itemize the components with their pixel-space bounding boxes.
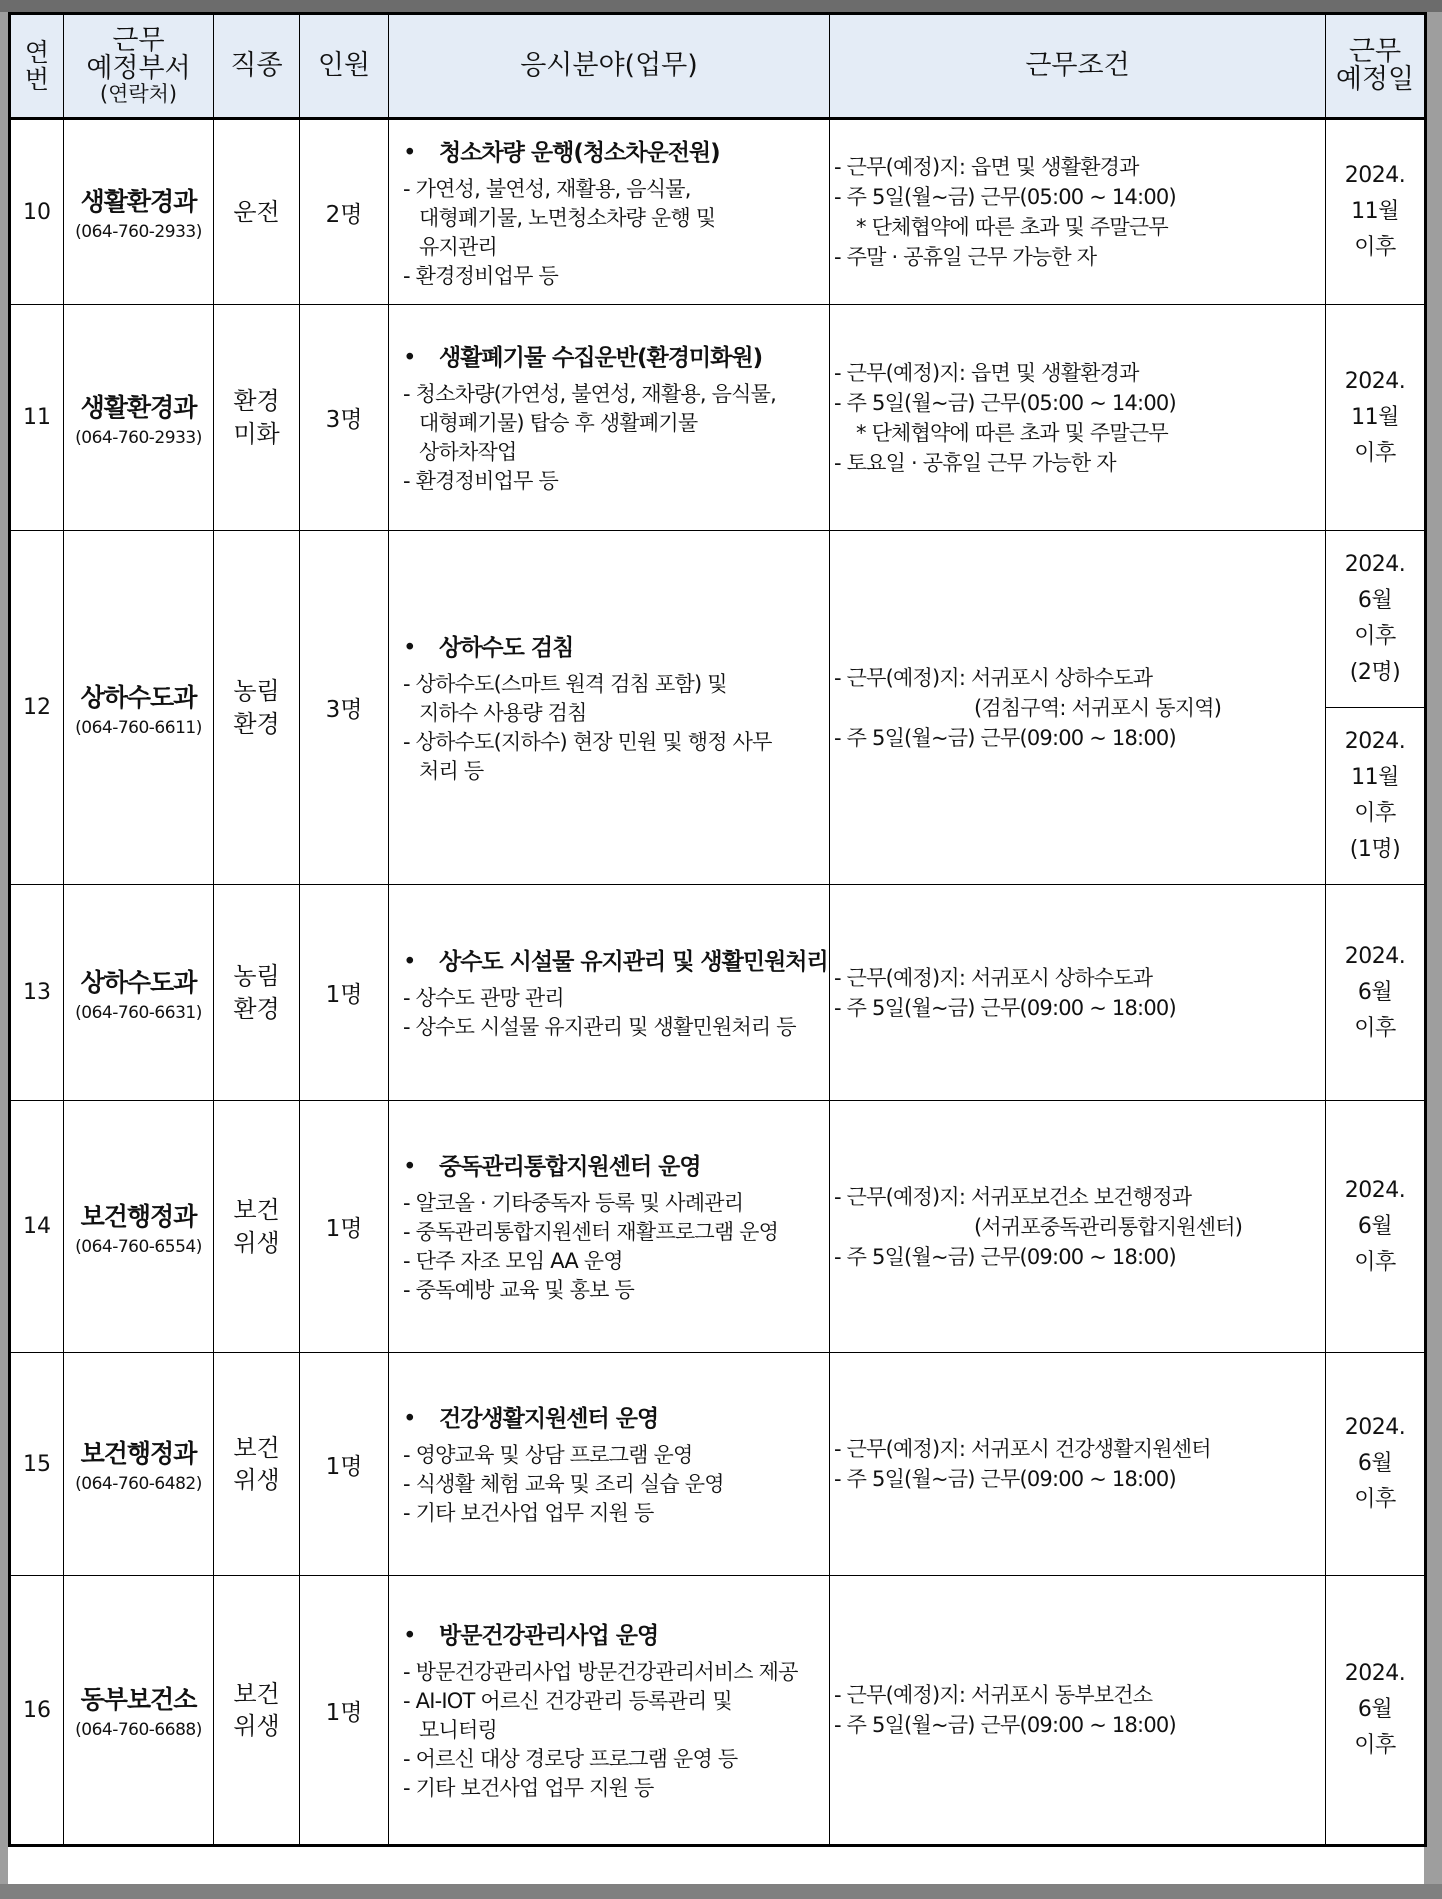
duty-line: - 알코올 · 기타중독자 등록 및 사례관리 [403, 1191, 744, 1215]
recruitment-table [8, 12, 1427, 1847]
duty-title-text: 상수도 시설물 유지관리 및 생활민원처리 [439, 949, 828, 975]
header-dept-sub: (연락처) [99, 82, 178, 107]
start-date-line: 2024. [1344, 1415, 1406, 1440]
headcount: 1명 [300, 1576, 389, 1846]
duty-title [403, 1400, 825, 1433]
bullet-icon: • [403, 635, 416, 661]
header-count: 인원 [300, 14, 389, 119]
department-name: 보건행정과 [80, 1439, 197, 1468]
start-date-line: 2024. [1344, 943, 1406, 969]
table-row [10, 119, 1426, 305]
start-date-line: 2024. [1344, 552, 1406, 577]
duty-line: - 기타 보건사업 업무 지원 등 [403, 1501, 654, 1525]
start-date-line: 이후 [1354, 1487, 1396, 1512]
bullet-icon: • [403, 1406, 416, 1432]
duty-cell [389, 119, 830, 305]
table-row [10, 1353, 1426, 1576]
duty-line: - 식생활 체험 교육 및 조리 실습 운영 [403, 1472, 724, 1496]
headcount: 1명 [300, 1101, 389, 1353]
viewer-top-bar [0, 0, 1442, 12]
start-date-line: 6월 [1357, 588, 1393, 613]
department-name: 생활환경과 [80, 392, 197, 422]
job-type-line: 미화 [233, 419, 280, 448]
header-date [1326, 14, 1426, 119]
condition-line: - 근무(예정)지: 서귀포시 상하수도과 [834, 965, 1153, 990]
table-header-row [10, 14, 1426, 119]
job-type-cell [214, 531, 300, 885]
department-phone: (064-760-6611) [75, 717, 202, 738]
duty-title-text: 청소차량 운행(청소차운전원) [439, 139, 720, 166]
start-date-cell [1326, 1576, 1426, 1846]
row-number: 10 [10, 119, 64, 305]
row-number: 11 [10, 305, 64, 531]
department-name: 상하수도과 [80, 967, 197, 997]
conditions-cell [830, 119, 1326, 305]
condition-line: - 근무(예정)지: 서귀포보건소 보건행정과 [834, 1184, 1192, 1209]
duty-line: - 중독예방 교육 및 홍보 등 [403, 1278, 635, 1302]
condition-line: - 근무(예정)지: 읍면 및 생활환경과 [834, 155, 1139, 179]
headcount: 2명 [300, 119, 389, 305]
header-conditions: 근무조건 [830, 14, 1326, 119]
duty-line: - 영양교육 및 상담 프로그램 운영 [403, 1443, 693, 1467]
headcount: 3명 [300, 305, 389, 531]
start-date-cell [1326, 531, 1426, 885]
start-date-line: (1명) [1349, 837, 1401, 862]
duty-line: - 상하수도(스마트 원격 검침 포함) 및 [403, 672, 727, 696]
start-date-line: 이후 [1354, 1249, 1396, 1275]
condition-line: * 단체협약에 따른 초과 및 주말근무 [856, 215, 1168, 239]
conditions-cell [830, 885, 1326, 1101]
header-date-line2: 예정일 [1335, 64, 1415, 95]
job-type-cell [214, 1101, 300, 1353]
document-page [8, 12, 1424, 1892]
condition-line: - 주 5일(월~금) 근무(09:00 ~ 18:00) [834, 1244, 1176, 1269]
duty-line: - 상수도 관망 관리 [403, 986, 564, 1010]
duty-title-text: 상하수도 검침 [439, 635, 574, 661]
duty-title-text: 생활폐기물 수집운반(환경미화원) [439, 345, 763, 371]
duty-title [403, 1148, 825, 1181]
duty-title-text: 방문건강관리사업 운영 [439, 1623, 659, 1649]
start-date-line: 6월 [1357, 979, 1393, 1005]
duty-cell [389, 1353, 830, 1576]
duty-line: - 환경정비업무 등 [403, 469, 558, 493]
conditions-cell [830, 1101, 1326, 1353]
duty-cell [389, 885, 830, 1101]
start-date-line: 이후 [1354, 440, 1396, 466]
department-name: 상하수도과 [80, 682, 197, 712]
department-cell [64, 1101, 214, 1353]
duty-line: - 중독관리통합지원센터 재활프로그램 운영 [403, 1220, 779, 1244]
department-phone: (064-760-2933) [75, 222, 202, 242]
duty-title [403, 339, 825, 372]
department-name: 동부보건소 [80, 1685, 197, 1714]
bullet-icon: • [403, 949, 416, 975]
start-date-cell [1326, 305, 1426, 531]
job-type-line: 위생 [233, 1466, 280, 1494]
table-row [10, 305, 1426, 531]
condition-line: - 토요일 · 공휴일 근무 가능한 자 [834, 450, 1116, 475]
duty-line: 유지관리 [419, 234, 497, 259]
condition-line: (서귀포중독관리통합지원센터) [974, 1214, 1243, 1239]
duty-line: 처리 등 [419, 759, 484, 783]
job-type-line: 농림 [233, 962, 280, 991]
header-dept-line1: 근무 [112, 24, 165, 56]
start-date-cell [1326, 1353, 1426, 1576]
job-type-cell [214, 119, 300, 305]
start-date-line: 이후 [1354, 1015, 1396, 1041]
department-phone: (064-760-2933) [75, 427, 202, 448]
condition-line: - 주 5일(월~금) 근무(09:00 ~ 18:00) [834, 1467, 1176, 1491]
duty-title [403, 134, 825, 167]
department-cell [64, 885, 214, 1101]
table-row [10, 1101, 1426, 1353]
start-date-line: 11월 [1351, 404, 1399, 430]
start-date-cell [1326, 1101, 1426, 1353]
row-number: 14 [10, 1101, 64, 1353]
job-type-line: 위생 [233, 1228, 280, 1257]
job-type-line: 환경 [233, 994, 280, 1023]
conditions-cell [830, 531, 1326, 885]
viewer-bottom-bar [0, 1884, 1442, 1899]
table-row [10, 531, 1426, 885]
condition-line: - 근무(예정)지: 서귀포시 건강생활지원센터 [834, 1437, 1211, 1461]
duty-line: - 환경정비업무 등 [403, 263, 558, 288]
header-duty: 응시분야(업무) [389, 14, 830, 119]
duty-title [403, 943, 828, 976]
table-row [10, 1576, 1426, 1846]
start-date-line: 2024. [1344, 368, 1406, 394]
duty-cell [389, 1576, 830, 1846]
job-type-cell [214, 1353, 300, 1576]
duty-title [403, 1617, 825, 1650]
header-date-line1: 근무 [1348, 35, 1402, 67]
start-date-line: 11월 [1351, 199, 1399, 224]
department-cell [64, 1576, 214, 1846]
conditions-cell [830, 1576, 1326, 1846]
condition-line: - 주 5일(월~금) 근무(09:00 ~ 18:00) [834, 1713, 1176, 1737]
job-type-line: 보건 [233, 1196, 280, 1225]
duty-line: - 가연성, 불연성, 재활용, 음식물, [403, 176, 691, 201]
duty-line: 지하수 사용량 검침 [419, 701, 587, 725]
start-date-line: 11월 [1351, 765, 1399, 790]
row-number: 13 [10, 885, 64, 1101]
headcount: 3명 [300, 531, 389, 885]
duty-line: 대형폐기물) 탑승 후 생활폐기물 [419, 411, 698, 435]
start-date-part [1326, 531, 1424, 707]
duty-line: - 상하수도(지하수) 현장 민원 및 행정 사무 [403, 730, 772, 754]
job-type-cell [214, 1576, 300, 1846]
bullet-icon: • [403, 1623, 416, 1649]
start-date-part [1326, 707, 1424, 884]
start-date-line: 이후 [1354, 1733, 1396, 1758]
job-type-line: 농림 [233, 677, 280, 706]
duty-title [403, 629, 825, 662]
job-type-line: 운전 [233, 197, 280, 226]
department-cell [64, 119, 214, 305]
start-date-line: 6월 [1357, 1213, 1393, 1239]
header-no-char2: 번 [24, 65, 50, 94]
department-cell [64, 531, 214, 885]
duty-line: - 기타 보건사업 업무 지원 등 [403, 1776, 654, 1800]
condition-line: (검침구역: 서귀포시 동지역) [974, 695, 1222, 720]
job-type-line: 보건 [233, 1679, 280, 1708]
department-phone: (064-760-6631) [75, 1002, 202, 1023]
start-date-cell [1326, 885, 1426, 1101]
header-type: 직종 [214, 14, 300, 119]
job-type-cell [214, 305, 300, 531]
bullet-icon: • [403, 345, 416, 371]
job-type-line: 환경 [233, 387, 280, 416]
department-cell [64, 305, 214, 531]
duty-cell [389, 531, 830, 885]
duty-line: - 단주 자조 모임 AA 운영 [403, 1249, 623, 1273]
start-date-split [1326, 531, 1424, 884]
duty-line: - 어르신 대상 경로당 프로그램 운영 등 [403, 1747, 738, 1771]
header-dept [64, 14, 214, 119]
condition-line: - 주 5일(월~금) 근무(09:00 ~ 18:00) [834, 725, 1176, 750]
department-name: 생활환경과 [80, 187, 197, 216]
condition-line: - 주말 · 공휴일 근무 가능한 자 [834, 245, 1097, 269]
row-number: 15 [10, 1353, 64, 1576]
department-name: 보건행정과 [80, 1201, 197, 1231]
department-cell [64, 1353, 214, 1576]
start-date-line: 6월 [1357, 1697, 1393, 1722]
duty-line: - 방문건강관리사업 방문건강관리서비스 제공 [403, 1660, 798, 1684]
condition-line: - 근무(예정)지: 서귀포시 동부보건소 [834, 1683, 1153, 1707]
duty-line: - 상수도 시설물 유지관리 및 생활민원처리 등 [403, 1015, 796, 1039]
bullet-icon: • [403, 139, 416, 166]
start-date-line: 6월 [1357, 1451, 1393, 1476]
header-dept-line2: 예정부서 [86, 52, 191, 84]
condition-line: - 근무(예정)지: 서귀포시 상하수도과 [834, 665, 1153, 690]
department-phone: (064-760-6482) [75, 1474, 202, 1494]
job-type-line: 보건 [233, 1433, 280, 1462]
start-date-cell [1326, 119, 1426, 305]
duty-line: - AI-IOT 어르신 건강관리 등록관리 및 [403, 1689, 732, 1713]
condition-line: - 근무(예정)지: 읍면 및 생활환경과 [834, 360, 1139, 385]
condition-line: - 주 5일(월~금) 근무(09:00 ~ 18:00) [834, 995, 1176, 1020]
duty-line: 모니터링 [419, 1718, 497, 1742]
headcount: 1명 [300, 885, 389, 1101]
duty-line: 상하차작업 [419, 440, 517, 464]
table-body [10, 119, 1426, 1846]
table-row [10, 885, 1426, 1101]
condition-line: * 단체협약에 따른 초과 및 주말근무 [856, 420, 1168, 445]
start-date-line: 이후 [1354, 235, 1396, 260]
job-type-line: 환경 [233, 709, 280, 738]
start-date-line: 이후 [1354, 801, 1396, 826]
condition-line: - 주 5일(월~금) 근무(05:00 ~ 14:00) [834, 390, 1176, 415]
conditions-cell [830, 305, 1326, 531]
bullet-icon: • [403, 1154, 416, 1180]
department-phone: (064-760-6554) [75, 1236, 202, 1257]
job-type-cell [214, 885, 300, 1101]
header-no-char1: 연 [24, 37, 50, 67]
start-date-line: 이후 [1354, 624, 1396, 649]
duty-line: - 청소차량(가연성, 불연성, 재활용, 음식물, [403, 382, 776, 406]
start-date-line: (2명) [1349, 660, 1401, 685]
header-no [10, 14, 64, 119]
department-phone: (064-760-6688) [75, 1720, 202, 1740]
duty-cell [389, 305, 830, 531]
duty-title-text: 건강생활지원센터 운영 [439, 1406, 659, 1432]
duty-title-text: 중독관리통합지원센터 운영 [439, 1154, 701, 1180]
start-date-line: 2024. [1344, 163, 1406, 188]
headcount: 1명 [300, 1353, 389, 1576]
job-type-line: 위생 [233, 1712, 280, 1740]
start-date-line: 2024. [1344, 729, 1406, 754]
start-date-line: 2024. [1344, 1177, 1406, 1203]
start-date-line: 2024. [1344, 1661, 1406, 1686]
duty-cell [389, 1101, 830, 1353]
duty-line: 대형폐기물, 노면청소차량 운행 및 [419, 205, 716, 230]
condition-line: - 주 5일(월~금) 근무(05:00 ~ 14:00) [834, 185, 1176, 209]
row-number: 16 [10, 1576, 64, 1846]
conditions-cell [830, 1353, 1326, 1576]
row-number: 12 [10, 531, 64, 885]
